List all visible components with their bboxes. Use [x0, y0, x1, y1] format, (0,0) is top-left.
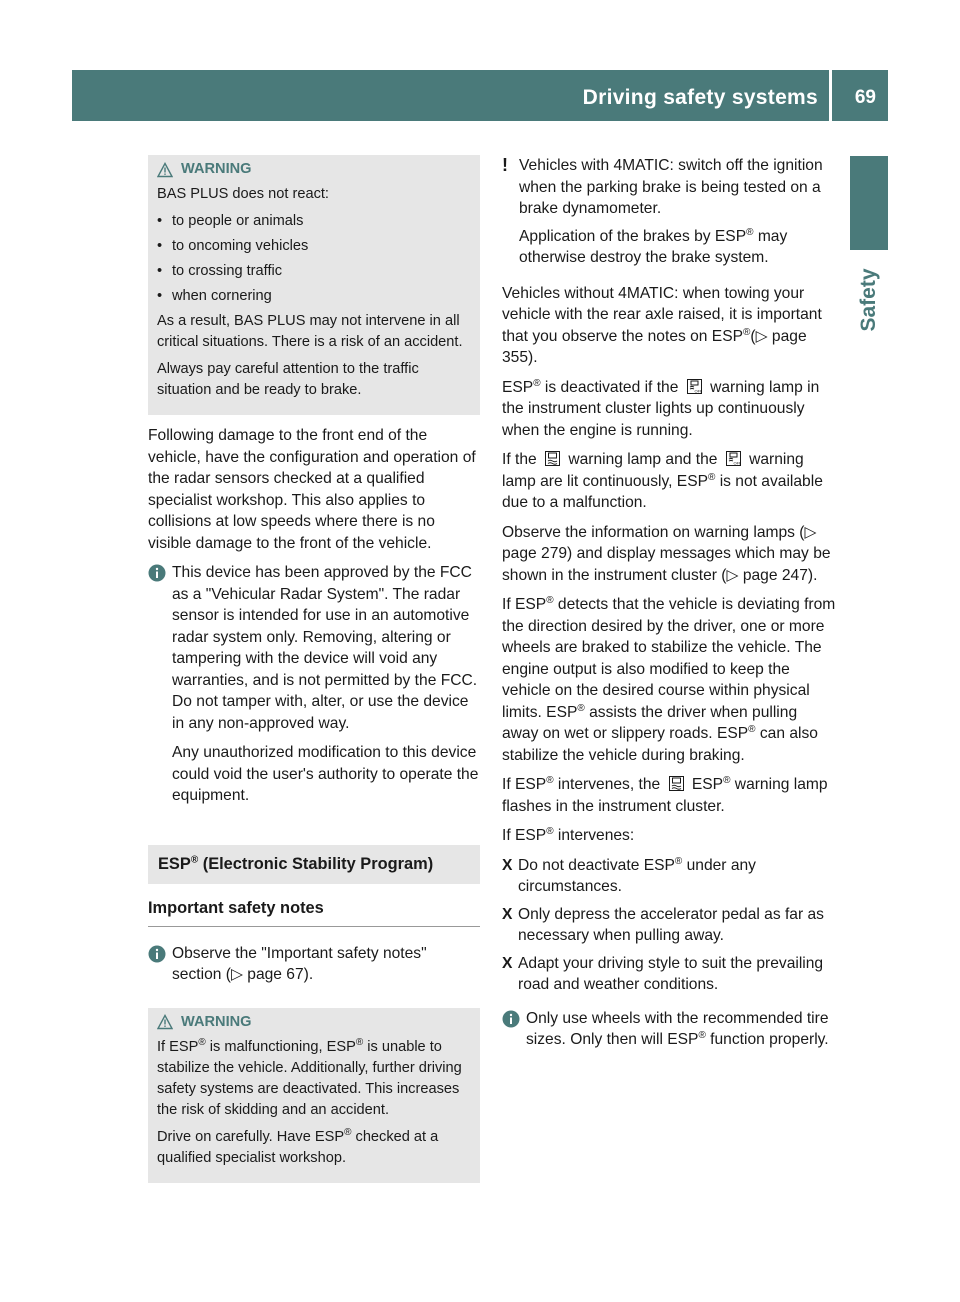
body-paragraph: If the warning lamp and the OFF warning lamp are lit continuously, ESP® is not available due to a malfunction.	[502, 451, 823, 511]
body-paragraph: If ESP® detects that the vehicle is deviating from the direction desired by the driver, one or more wheels are braked to stabilize the vehicle. The engine output is also modified to keep the vehicle on the desired course within physical limits. ESP® assists the driver when pulling away on wet or slippery roads. ESP® can also stabilize the vehicle during braking.	[502, 594, 836, 764]
svg-text:OFF: OFF	[733, 460, 741, 466]
step-arrow-icon: X	[502, 954, 513, 972]
esp-lamp-icon	[669, 776, 684, 791]
info-icon	[148, 945, 166, 963]
page-reference[interactable]: page 247	[742, 566, 808, 584]
page-ref-arrow: ▷	[804, 523, 817, 541]
left-column	[148, 155, 480, 1193]
list-item: • to people or animals	[157, 213, 304, 229]
info-icon	[502, 1010, 520, 1028]
instruction-step: X Do not deactivate ESP® under any circumstances.	[502, 855, 836, 898]
section-title: ESP® (Electronic Stability Program)	[148, 845, 480, 885]
page-ref-arrow: ▷	[755, 327, 768, 345]
body-paragraph: Vehicles without 4MATIC: when towing your vehicle with the rear axle raised, it is important that you observe the notes on ESP®(▷ page 355).	[502, 284, 822, 366]
header-divider	[829, 70, 832, 121]
warning-triangle-icon	[157, 1014, 173, 1030]
body-paragraph: ESP® is deactivated if the OFF warning lamp in the instrument cluster lights up continuously when the engine is running.	[502, 377, 820, 439]
warning-text: Always pay careful attention to the traffic situation and be ready to brake.	[157, 361, 419, 398]
warning-box-bas-plus	[148, 155, 480, 415]
body-paragraph: Observe the information on warning lamps (▷ page 279) and display messages which may be shown in the instrument cluster (▷ page 247).	[502, 523, 831, 584]
step-arrow-icon: X	[502, 856, 513, 874]
step-arrow-icon: X	[502, 905, 513, 923]
body-paragraph: If ESP® intervenes:	[502, 825, 635, 844]
list-item: • to crossing traffic	[157, 263, 283, 279]
instruction-step: X Adapt your driving style to suit the prevailing road and weather conditions.	[502, 953, 836, 996]
list-item: • to oncoming vehicles	[157, 238, 309, 254]
page-number: 69	[854, 87, 876, 108]
warning-text: As a result, BAS PLUS may not intervene in all critical situations. There is a risk of an accident.	[157, 313, 463, 350]
page-ref-arrow: ▷	[230, 966, 243, 983]
body-paragraph: Following damage to the front end of the vehicle, have the configuration and operation of the radar sensors checked at a qualified specialist workshop. This also applies to collisions at low speeds where there is no visible damage to the front of the vehicle.	[148, 427, 476, 552]
esp-lamp-icon	[545, 451, 560, 466]
info-icon	[148, 564, 166, 582]
warning-intro: BAS PLUS does not react:	[157, 186, 329, 202]
info-note-wheels: Only use wheels with the recommended tire sizes. Only then will ESP® function properly.	[502, 1008, 836, 1059]
page-reference[interactable]: page 355	[502, 327, 807, 366]
instruction-step: X Only depress the accelerator pedal as far as necessary when pulling away.	[502, 904, 836, 947]
esp-off-lamp-icon	[726, 451, 741, 466]
chapter-title: Driving safety systems	[582, 86, 818, 109]
info-note-fcc: This device has been approved by the FCC as a "Vehicular Radar System". The radar sensor is intended for use in an automotive radar system only. Removing, altering or tampering with the device will void any warranties, and is not permitted by the FCC. Do not tamper with, alter, or use the device in any non-approved way. Any unauthorized modification to this device could void the user's authority to operate the equipment.	[148, 562, 480, 815]
section-tab-label: Safety	[857, 268, 880, 332]
caution-icon: !	[502, 155, 508, 175]
warning-title: WARNING	[157, 1012, 471, 1033]
warning-box-esp	[148, 1008, 480, 1183]
page-ref-arrow: ▷	[726, 566, 739, 584]
subheading: Important safety notes	[148, 898, 480, 927]
body-paragraph: If ESP® intervenes, the ESP® warning lamp flashes in the instrument cluster.	[502, 774, 828, 815]
page-reference[interactable]: page 67	[247, 966, 304, 983]
esp-off-lamp-icon	[687, 379, 702, 394]
warning-triangle-icon	[157, 162, 173, 178]
info-note-safety: Observe the "Important safety notes" section (▷ page 67).	[148, 943, 480, 994]
svg-text:OFF: OFF	[694, 388, 702, 393]
caution-note-4matic: ! Vehicles with 4MATIC: switch off the ignition when the parking brake is being tested on a brake dynamometer. Application of the brakes by ESP® may otherwise destroy the brake system.	[502, 155, 836, 275]
warning-text: If ESP® is malfunctioning, ESP® is unable to stabilize the vehicle. Additionally, further driving safety systems are deactivated. This increases the risk of skidding and an accident.	[157, 1036, 462, 1118]
right-column	[502, 155, 836, 1067]
list-item: • when cornering	[157, 288, 272, 304]
warning-text: Drive on carefully. Have ESP® checked at a qualified specialist workshop.	[157, 1126, 439, 1166]
page-reference[interactable]: page 279	[502, 545, 568, 562]
section-tab-marker	[850, 156, 888, 250]
warning-title: WARNING	[157, 159, 471, 180]
page-header	[72, 70, 888, 121]
